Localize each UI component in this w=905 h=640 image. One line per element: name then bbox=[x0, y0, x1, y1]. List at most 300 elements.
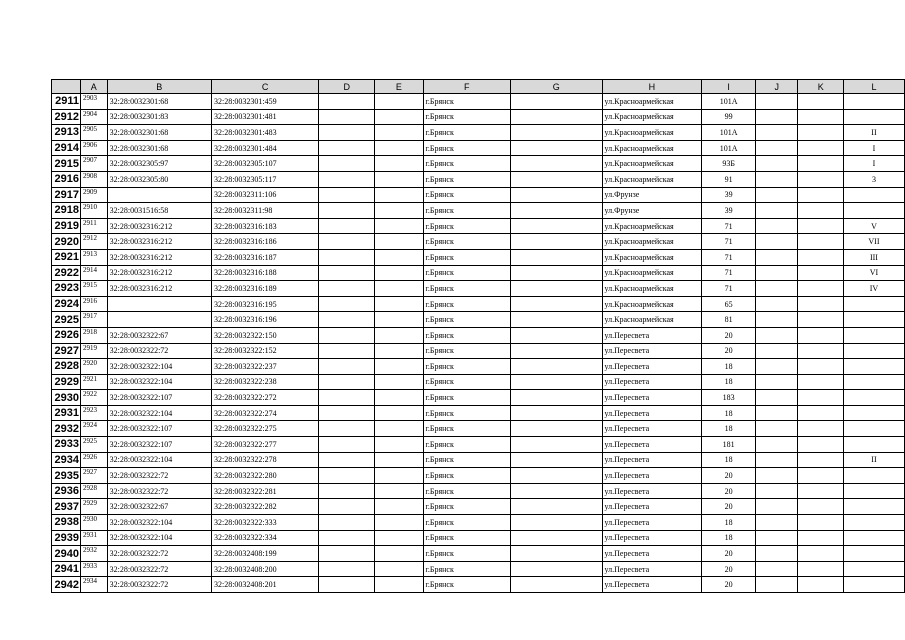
cell-k[interactable] bbox=[798, 125, 843, 141]
cell-l[interactable]: I bbox=[843, 156, 904, 172]
cell-e[interactable] bbox=[375, 156, 423, 172]
cell-i[interactable]: 101А bbox=[702, 125, 756, 141]
cell-k[interactable] bbox=[798, 577, 843, 593]
cell-e[interactable] bbox=[375, 312, 423, 328]
cell-d[interactable] bbox=[319, 390, 375, 406]
cell-f[interactable]: г.Брянск bbox=[423, 249, 511, 265]
cell-b[interactable]: 32:28:0032301:83 bbox=[107, 109, 211, 125]
cell-h[interactable]: ул.Красноармейская bbox=[602, 140, 702, 156]
cell-e[interactable] bbox=[375, 249, 423, 265]
cell-a[interactable]: 2906 bbox=[80, 140, 107, 156]
row-number[interactable]: 2938 bbox=[52, 515, 81, 531]
cell-b[interactable]: 32:28:0032322:72 bbox=[107, 468, 211, 484]
cell-l[interactable] bbox=[843, 374, 904, 390]
cell-l[interactable] bbox=[843, 530, 904, 546]
cell-h[interactable]: ул.Пересвета bbox=[602, 405, 702, 421]
row-number[interactable]: 2927 bbox=[52, 343, 81, 359]
cell-b[interactable]: 32:28:0032305:97 bbox=[107, 156, 211, 172]
cell-f[interactable]: г.Брянск bbox=[423, 515, 511, 531]
cell-d[interactable] bbox=[319, 405, 375, 421]
cell-a[interactable]: 2905 bbox=[80, 125, 107, 141]
cell-h[interactable]: ул.Пересвета bbox=[602, 437, 702, 453]
cell-k[interactable] bbox=[798, 109, 843, 125]
cell-k[interactable] bbox=[798, 281, 843, 297]
cell-d[interactable] bbox=[319, 327, 375, 343]
cell-a[interactable]: 2912 bbox=[80, 234, 107, 250]
cell-d[interactable] bbox=[319, 499, 375, 515]
cell-e[interactable] bbox=[375, 561, 423, 577]
cell-d[interactable] bbox=[319, 94, 375, 110]
cell-g[interactable] bbox=[511, 577, 602, 593]
cell-g[interactable] bbox=[511, 546, 602, 562]
cell-c[interactable]: 32:28:0032301:483 bbox=[211, 125, 318, 141]
cell-i[interactable]: 181 bbox=[702, 437, 756, 453]
column-header-l[interactable]: L bbox=[843, 80, 904, 94]
cell-h[interactable]: ул.Пересвета bbox=[602, 468, 702, 484]
cell-a[interactable]: 2914 bbox=[80, 265, 107, 281]
cell-g[interactable] bbox=[511, 281, 602, 297]
cell-l[interactable] bbox=[843, 187, 904, 203]
cell-e[interactable] bbox=[375, 437, 423, 453]
row-number[interactable]: 2916 bbox=[52, 171, 81, 187]
cell-f[interactable]: г.Брянск bbox=[423, 203, 511, 219]
cell-k[interactable] bbox=[798, 265, 843, 281]
cell-g[interactable] bbox=[511, 343, 602, 359]
cell-c[interactable]: 32:28:0032322:272 bbox=[211, 390, 318, 406]
cell-a[interactable]: 2908 bbox=[80, 171, 107, 187]
cell-b[interactable]: 32:28:0032322:107 bbox=[107, 390, 211, 406]
cell-a[interactable]: 2929 bbox=[80, 499, 107, 515]
cell-a[interactable]: 2934 bbox=[80, 577, 107, 593]
cell-k[interactable] bbox=[798, 249, 843, 265]
cell-d[interactable] bbox=[319, 561, 375, 577]
cell-d[interactable] bbox=[319, 171, 375, 187]
cell-c[interactable]: 32:28:0032305:107 bbox=[211, 156, 318, 172]
cell-h[interactable]: ул.Красноармейская bbox=[602, 171, 702, 187]
column-header-j[interactable]: J bbox=[755, 80, 798, 94]
cell-j[interactable] bbox=[755, 203, 798, 219]
cell-j[interactable] bbox=[755, 125, 798, 141]
cell-e[interactable] bbox=[375, 140, 423, 156]
cell-f[interactable]: г.Брянск bbox=[423, 374, 511, 390]
cell-d[interactable] bbox=[319, 359, 375, 375]
cell-a[interactable]: 2924 bbox=[80, 421, 107, 437]
cell-f[interactable]: г.Брянск bbox=[423, 530, 511, 546]
column-header-b[interactable]: B bbox=[107, 80, 211, 94]
cell-h[interactable]: ул.Пересвета bbox=[602, 483, 702, 499]
cell-d[interactable] bbox=[319, 265, 375, 281]
cell-j[interactable] bbox=[755, 234, 798, 250]
cell-e[interactable] bbox=[375, 374, 423, 390]
cell-i[interactable]: 20 bbox=[702, 577, 756, 593]
cell-j[interactable] bbox=[755, 343, 798, 359]
cell-i[interactable]: 18 bbox=[702, 452, 756, 468]
cell-e[interactable] bbox=[375, 203, 423, 219]
cell-j[interactable] bbox=[755, 515, 798, 531]
cell-e[interactable] bbox=[375, 218, 423, 234]
cell-h[interactable]: ул.Красноармейская bbox=[602, 265, 702, 281]
cell-i[interactable]: 20 bbox=[702, 499, 756, 515]
cell-f[interactable]: г.Брянск bbox=[423, 468, 511, 484]
row-number[interactable]: 2929 bbox=[52, 374, 81, 390]
cell-a[interactable]: 2909 bbox=[80, 187, 107, 203]
cell-b[interactable]: 32:28:0032301:68 bbox=[107, 140, 211, 156]
cell-l[interactable]: 3 bbox=[843, 171, 904, 187]
cell-d[interactable] bbox=[319, 281, 375, 297]
cell-b[interactable]: 32:28:0032322:104 bbox=[107, 530, 211, 546]
cell-g[interactable] bbox=[511, 421, 602, 437]
cell-h[interactable]: ул.Пересвета bbox=[602, 421, 702, 437]
row-number[interactable]: 2914 bbox=[52, 140, 81, 156]
cell-l[interactable]: II bbox=[843, 452, 904, 468]
cell-b[interactable] bbox=[107, 296, 211, 312]
cell-c[interactable]: 32:28:0032408:199 bbox=[211, 546, 318, 562]
cell-k[interactable] bbox=[798, 203, 843, 219]
row-number[interactable]: 2935 bbox=[52, 468, 81, 484]
cell-d[interactable] bbox=[319, 140, 375, 156]
cell-a[interactable]: 2926 bbox=[80, 452, 107, 468]
cell-e[interactable] bbox=[375, 546, 423, 562]
cell-l[interactable] bbox=[843, 94, 904, 110]
cell-e[interactable] bbox=[375, 530, 423, 546]
cell-f[interactable]: г.Брянск bbox=[423, 452, 511, 468]
cell-c[interactable]: 32:28:0032316:183 bbox=[211, 218, 318, 234]
cell-j[interactable] bbox=[755, 249, 798, 265]
cell-k[interactable] bbox=[798, 499, 843, 515]
cell-h[interactable]: ул.Пересвета bbox=[602, 343, 702, 359]
cell-a[interactable]: 2921 bbox=[80, 374, 107, 390]
row-number[interactable]: 2942 bbox=[52, 577, 81, 593]
cell-e[interactable] bbox=[375, 343, 423, 359]
cell-i[interactable]: 93Б bbox=[702, 156, 756, 172]
cell-j[interactable] bbox=[755, 452, 798, 468]
cell-c[interactable]: 32:28:0032311:106 bbox=[211, 187, 318, 203]
cell-e[interactable] bbox=[375, 499, 423, 515]
corner-cell[interactable] bbox=[52, 80, 81, 94]
cell-g[interactable] bbox=[511, 374, 602, 390]
cell-c[interactable]: 32:28:0032322:282 bbox=[211, 499, 318, 515]
cell-d[interactable] bbox=[319, 312, 375, 328]
cell-g[interactable] bbox=[511, 452, 602, 468]
cell-j[interactable] bbox=[755, 561, 798, 577]
cell-c[interactable]: 32:28:0032311:98 bbox=[211, 203, 318, 219]
cell-d[interactable] bbox=[319, 343, 375, 359]
cell-j[interactable] bbox=[755, 577, 798, 593]
cell-j[interactable] bbox=[755, 171, 798, 187]
cell-l[interactable] bbox=[843, 546, 904, 562]
row-number[interactable]: 2939 bbox=[52, 530, 81, 546]
cell-l[interactable]: VII bbox=[843, 234, 904, 250]
cell-g[interactable] bbox=[511, 499, 602, 515]
cell-g[interactable] bbox=[511, 483, 602, 499]
cell-e[interactable] bbox=[375, 187, 423, 203]
cell-b[interactable]: 32:28:0032322:104 bbox=[107, 405, 211, 421]
cell-h[interactable]: ул.Красноармейская bbox=[602, 249, 702, 265]
cell-g[interactable] bbox=[511, 468, 602, 484]
row-number[interactable]: 2940 bbox=[52, 546, 81, 562]
cell-e[interactable] bbox=[375, 234, 423, 250]
cell-b[interactable]: 32:28:0032322:104 bbox=[107, 515, 211, 531]
cell-i[interactable]: 18 bbox=[702, 515, 756, 531]
cell-j[interactable] bbox=[755, 530, 798, 546]
cell-j[interactable] bbox=[755, 359, 798, 375]
cell-j[interactable] bbox=[755, 218, 798, 234]
cell-a[interactable]: 2933 bbox=[80, 561, 107, 577]
cell-k[interactable] bbox=[798, 296, 843, 312]
cell-h[interactable]: ул.Красноармейская bbox=[602, 125, 702, 141]
cell-d[interactable] bbox=[319, 296, 375, 312]
cell-a[interactable]: 2910 bbox=[80, 203, 107, 219]
cell-d[interactable] bbox=[319, 249, 375, 265]
cell-g[interactable] bbox=[511, 515, 602, 531]
cell-h[interactable]: ул.Красноармейская bbox=[602, 296, 702, 312]
cell-f[interactable]: г.Брянск bbox=[423, 546, 511, 562]
cell-c[interactable]: 32:28:0032408:201 bbox=[211, 577, 318, 593]
cell-j[interactable] bbox=[755, 109, 798, 125]
cell-l[interactable]: II bbox=[843, 125, 904, 141]
cell-i[interactable]: 65 bbox=[702, 296, 756, 312]
cell-d[interactable] bbox=[319, 187, 375, 203]
cell-i[interactable]: 99 bbox=[702, 109, 756, 125]
cell-f[interactable]: г.Брянск bbox=[423, 140, 511, 156]
cell-l[interactable]: III bbox=[843, 249, 904, 265]
cell-i[interactable]: 81 bbox=[702, 312, 756, 328]
cell-g[interactable] bbox=[511, 187, 602, 203]
cell-b[interactable]: 32:28:0031516:58 bbox=[107, 203, 211, 219]
cell-a[interactable]: 2927 bbox=[80, 468, 107, 484]
cell-j[interactable] bbox=[755, 468, 798, 484]
cell-e[interactable] bbox=[375, 483, 423, 499]
cell-d[interactable] bbox=[319, 577, 375, 593]
row-number[interactable]: 2924 bbox=[52, 296, 81, 312]
cell-i[interactable]: 71 bbox=[702, 249, 756, 265]
row-number[interactable]: 2923 bbox=[52, 281, 81, 297]
cell-k[interactable] bbox=[798, 171, 843, 187]
cell-b[interactable]: 32:28:0032322:104 bbox=[107, 374, 211, 390]
column-header-i[interactable]: I bbox=[702, 80, 756, 94]
cell-g[interactable] bbox=[511, 437, 602, 453]
cell-b[interactable]: 32:28:0032316:212 bbox=[107, 218, 211, 234]
cell-e[interactable] bbox=[375, 94, 423, 110]
cell-i[interactable]: 183 bbox=[702, 390, 756, 406]
cell-c[interactable]: 32:28:0032316:187 bbox=[211, 249, 318, 265]
cell-i[interactable]: 39 bbox=[702, 203, 756, 219]
cell-b[interactable] bbox=[107, 312, 211, 328]
cell-l[interactable] bbox=[843, 437, 904, 453]
cell-a[interactable]: 2917 bbox=[80, 312, 107, 328]
cell-c[interactable]: 32:28:0032316:196 bbox=[211, 312, 318, 328]
cell-l[interactable] bbox=[843, 405, 904, 421]
cell-h[interactable]: ул.Пересвета bbox=[602, 530, 702, 546]
cell-d[interactable] bbox=[319, 156, 375, 172]
row-number[interactable]: 2920 bbox=[52, 234, 81, 250]
column-header-a[interactable]: A bbox=[80, 80, 107, 94]
cell-c[interactable]: 32:28:0032316:188 bbox=[211, 265, 318, 281]
cell-e[interactable] bbox=[375, 281, 423, 297]
cell-g[interactable] bbox=[511, 530, 602, 546]
column-header-d[interactable]: D bbox=[319, 80, 375, 94]
cell-d[interactable] bbox=[319, 515, 375, 531]
cell-b[interactable]: 32:28:0032322:72 bbox=[107, 546, 211, 562]
cell-j[interactable] bbox=[755, 374, 798, 390]
cell-a[interactable]: 2928 bbox=[80, 483, 107, 499]
cell-g[interactable] bbox=[511, 312, 602, 328]
row-number[interactable]: 2921 bbox=[52, 249, 81, 265]
cell-b[interactable]: 32:28:0032316:212 bbox=[107, 281, 211, 297]
cell-k[interactable] bbox=[798, 234, 843, 250]
cell-j[interactable] bbox=[755, 312, 798, 328]
cell-h[interactable]: ул.Пересвета bbox=[602, 374, 702, 390]
cell-e[interactable] bbox=[375, 265, 423, 281]
cell-a[interactable]: 2915 bbox=[80, 281, 107, 297]
cell-i[interactable]: 20 bbox=[702, 468, 756, 484]
cell-g[interactable] bbox=[511, 140, 602, 156]
row-number[interactable]: 2917 bbox=[52, 187, 81, 203]
cell-c[interactable]: 32:28:0032322:237 bbox=[211, 359, 318, 375]
cell-i[interactable]: 18 bbox=[702, 374, 756, 390]
cell-g[interactable] bbox=[511, 125, 602, 141]
row-number[interactable]: 2941 bbox=[52, 561, 81, 577]
cell-b[interactable]: 32:28:0032322:67 bbox=[107, 327, 211, 343]
cell-c[interactable]: 32:28:0032301:481 bbox=[211, 109, 318, 125]
cell-c[interactable]: 32:28:0032408:200 bbox=[211, 561, 318, 577]
cell-e[interactable] bbox=[375, 577, 423, 593]
row-number[interactable]: 2912 bbox=[52, 109, 81, 125]
cell-k[interactable] bbox=[798, 483, 843, 499]
cell-d[interactable] bbox=[319, 421, 375, 437]
cell-f[interactable]: г.Брянск bbox=[423, 343, 511, 359]
cell-a[interactable]: 2930 bbox=[80, 515, 107, 531]
cell-i[interactable]: 20 bbox=[702, 546, 756, 562]
cell-b[interactable] bbox=[107, 187, 211, 203]
cell-c[interactable]: 32:28:0032322:152 bbox=[211, 343, 318, 359]
cell-f[interactable]: г.Брянск bbox=[423, 312, 511, 328]
cell-c[interactable]: 32:28:0032322:334 bbox=[211, 530, 318, 546]
cell-d[interactable] bbox=[319, 109, 375, 125]
cell-d[interactable] bbox=[319, 374, 375, 390]
cell-f[interactable]: г.Брянск bbox=[423, 405, 511, 421]
row-number[interactable]: 2928 bbox=[52, 359, 81, 375]
row-number[interactable]: 2932 bbox=[52, 421, 81, 437]
cell-b[interactable]: 32:28:0032301:68 bbox=[107, 94, 211, 110]
cell-a[interactable]: 2932 bbox=[80, 546, 107, 562]
cell-k[interactable] bbox=[798, 327, 843, 343]
cell-l[interactable] bbox=[843, 499, 904, 515]
cell-g[interactable] bbox=[511, 156, 602, 172]
cell-e[interactable] bbox=[375, 125, 423, 141]
cell-k[interactable] bbox=[798, 156, 843, 172]
cell-k[interactable] bbox=[798, 359, 843, 375]
cell-b[interactable]: 32:28:0032316:212 bbox=[107, 234, 211, 250]
cell-g[interactable] bbox=[511, 94, 602, 110]
cell-i[interactable]: 18 bbox=[702, 530, 756, 546]
row-number[interactable]: 2922 bbox=[52, 265, 81, 281]
cell-f[interactable]: г.Брянск bbox=[423, 561, 511, 577]
cell-b[interactable]: 32:28:0032322:107 bbox=[107, 437, 211, 453]
cell-i[interactable]: 20 bbox=[702, 561, 756, 577]
cell-f[interactable]: г.Брянск bbox=[423, 327, 511, 343]
cell-g[interactable] bbox=[511, 561, 602, 577]
cell-k[interactable] bbox=[798, 546, 843, 562]
cell-j[interactable] bbox=[755, 390, 798, 406]
cell-c[interactable]: 32:28:0032322:280 bbox=[211, 468, 318, 484]
cell-c[interactable]: 32:28:0032322:150 bbox=[211, 327, 318, 343]
cell-e[interactable] bbox=[375, 296, 423, 312]
row-number[interactable]: 2913 bbox=[52, 125, 81, 141]
cell-k[interactable] bbox=[798, 437, 843, 453]
cell-e[interactable] bbox=[375, 327, 423, 343]
cell-f[interactable]: г.Брянск bbox=[423, 577, 511, 593]
cell-j[interactable] bbox=[755, 327, 798, 343]
cell-a[interactable]: 2919 bbox=[80, 343, 107, 359]
cell-a[interactable]: 2925 bbox=[80, 437, 107, 453]
cell-e[interactable] bbox=[375, 171, 423, 187]
cell-a[interactable]: 2916 bbox=[80, 296, 107, 312]
cell-k[interactable] bbox=[798, 452, 843, 468]
cell-e[interactable] bbox=[375, 405, 423, 421]
cell-k[interactable] bbox=[798, 343, 843, 359]
cell-c[interactable]: 32:28:0032322:278 bbox=[211, 452, 318, 468]
cell-l[interactable] bbox=[843, 561, 904, 577]
cell-l[interactable]: VI bbox=[843, 265, 904, 281]
cell-i[interactable]: 91 bbox=[702, 171, 756, 187]
row-number[interactable]: 2937 bbox=[52, 499, 81, 515]
cell-e[interactable] bbox=[375, 515, 423, 531]
row-number[interactable]: 2933 bbox=[52, 437, 81, 453]
cell-i[interactable]: 71 bbox=[702, 234, 756, 250]
cell-h[interactable]: ул.Пересвета bbox=[602, 359, 702, 375]
cell-f[interactable]: г.Брянск bbox=[423, 499, 511, 515]
row-number[interactable]: 2925 bbox=[52, 312, 81, 328]
row-number[interactable]: 2915 bbox=[52, 156, 81, 172]
cell-c[interactable]: 32:28:0032316:195 bbox=[211, 296, 318, 312]
cell-i[interactable]: 20 bbox=[702, 343, 756, 359]
row-number[interactable]: 2934 bbox=[52, 452, 81, 468]
cell-g[interactable] bbox=[511, 234, 602, 250]
cell-f[interactable]: г.Брянск bbox=[423, 437, 511, 453]
cell-h[interactable]: ул.Красноармейская bbox=[602, 281, 702, 297]
cell-a[interactable]: 2920 bbox=[80, 359, 107, 375]
column-header-k[interactable]: K bbox=[798, 80, 843, 94]
cell-g[interactable] bbox=[511, 218, 602, 234]
cell-f[interactable]: г.Брянск bbox=[423, 187, 511, 203]
cell-f[interactable]: г.Брянск bbox=[423, 421, 511, 437]
cell-e[interactable] bbox=[375, 468, 423, 484]
cell-b[interactable]: 32:28:0032322:72 bbox=[107, 483, 211, 499]
cell-i[interactable]: 71 bbox=[702, 281, 756, 297]
cell-f[interactable]: г.Брянск bbox=[423, 94, 511, 110]
cell-h[interactable]: ул.Фрунзе bbox=[602, 203, 702, 219]
cell-d[interactable] bbox=[319, 483, 375, 499]
cell-k[interactable] bbox=[798, 515, 843, 531]
cell-k[interactable] bbox=[798, 561, 843, 577]
cell-l[interactable] bbox=[843, 327, 904, 343]
cell-f[interactable]: г.Брянск bbox=[423, 109, 511, 125]
cell-h[interactable]: ул.Пересвета bbox=[602, 499, 702, 515]
cell-h[interactable]: ул.Красноармейская bbox=[602, 234, 702, 250]
cell-a[interactable]: 2904 bbox=[80, 109, 107, 125]
cell-j[interactable] bbox=[755, 156, 798, 172]
cell-i[interactable]: 20 bbox=[702, 483, 756, 499]
cell-h[interactable]: ул.Пересвета bbox=[602, 390, 702, 406]
cell-g[interactable] bbox=[511, 390, 602, 406]
cell-k[interactable] bbox=[798, 312, 843, 328]
cell-l[interactable] bbox=[843, 109, 904, 125]
cell-j[interactable] bbox=[755, 296, 798, 312]
cell-l[interactable] bbox=[843, 359, 904, 375]
cell-h[interactable]: ул.Пересвета bbox=[602, 515, 702, 531]
cell-a[interactable]: 2907 bbox=[80, 156, 107, 172]
